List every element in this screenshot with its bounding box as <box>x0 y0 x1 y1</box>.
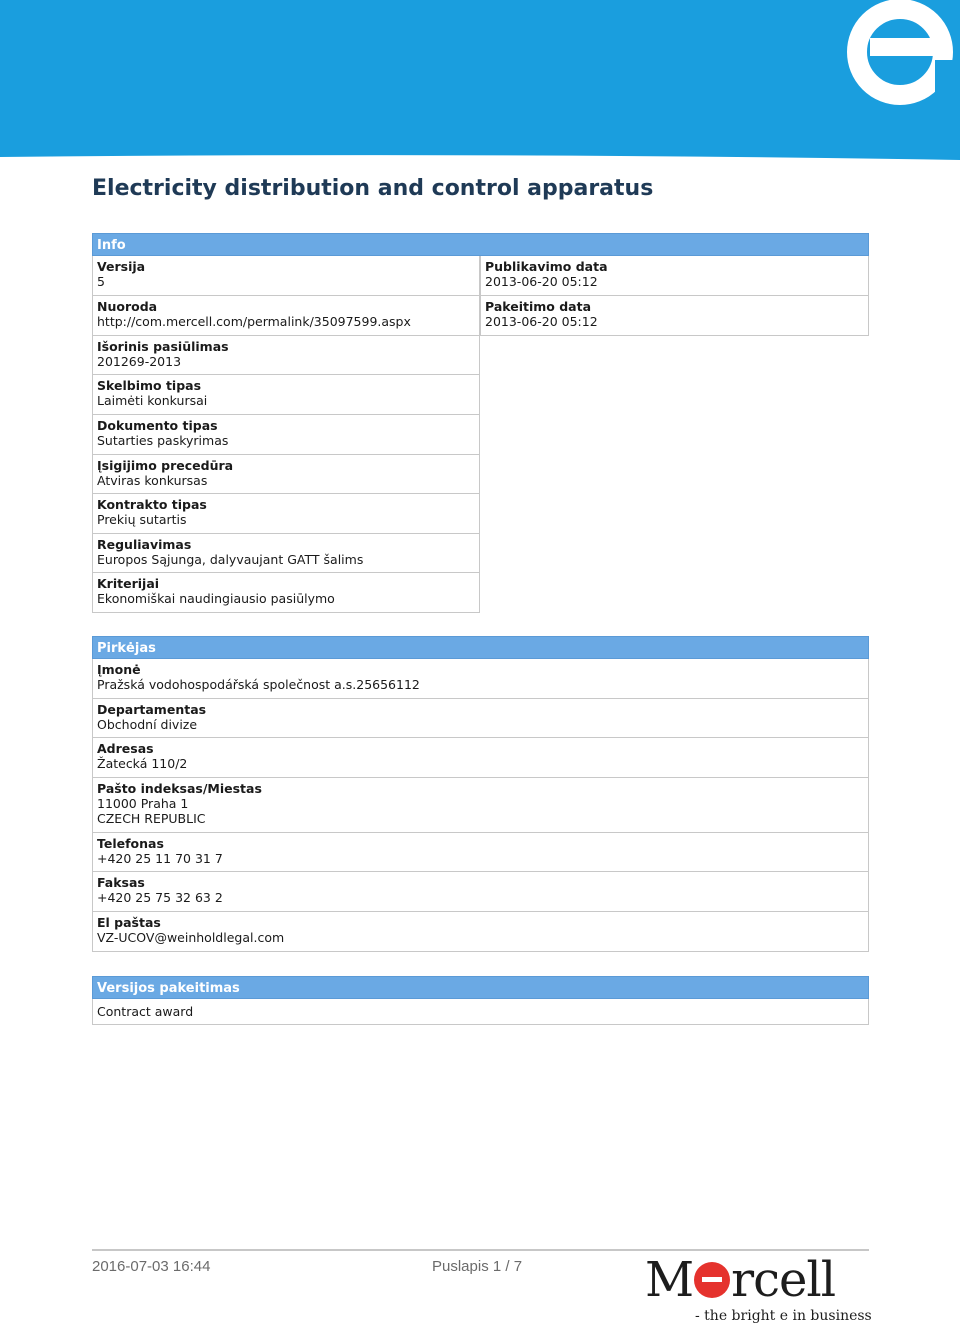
version-change-heading: Versijos pakeitimas <box>92 976 869 999</box>
buyer-field <box>92 659 869 699</box>
field-label: Nuoroda <box>97 299 158 314</box>
field-label: Versija <box>97 259 146 274</box>
buyer-section <box>92 636 869 952</box>
info-field <box>92 494 480 534</box>
logo-text-right: rcell <box>731 1252 836 1308</box>
buyer-field <box>92 872 869 912</box>
info-field <box>92 573 480 613</box>
field-label: Kriterijai <box>97 576 160 591</box>
field-value: Contract award <box>97 1004 194 1019</box>
field-label: Įsigijimo precedūra <box>97 458 234 473</box>
field-label: El paštas <box>97 915 161 930</box>
buyer-field <box>92 912 869 952</box>
field-value: Žatecká 110/2 <box>97 756 188 771</box>
field-value-country: CZECH REPUBLIC <box>97 811 206 826</box>
info-field <box>92 296 480 336</box>
field-value: Ekonomiškai naudingiausio pasiūlymo <box>97 591 335 606</box>
field-value: +420 25 11 70 31 7 <box>97 851 223 866</box>
field-value: Atviras konkursas <box>97 473 208 488</box>
field-label: Faksas <box>97 875 145 890</box>
info-field <box>92 336 480 375</box>
header-banner <box>0 0 960 165</box>
field-label: Departamentas <box>97 702 207 717</box>
field-label: Publikavimo data <box>485 259 608 274</box>
field-value: Pražská vodohospodářská společnost a.s.25656112 <box>97 677 420 692</box>
info-section <box>92 233 869 614</box>
version-change-section <box>92 976 869 1025</box>
field-label: Kontrakto tipas <box>97 497 207 512</box>
version-change-field <box>92 999 869 1025</box>
info-field <box>480 296 869 336</box>
info-field <box>92 415 480 455</box>
field-value: +420 25 75 32 63 2 <box>97 890 223 905</box>
field-value: Obchodní divize <box>97 717 198 732</box>
field-value: 5 <box>97 274 105 289</box>
info-field <box>92 534 480 573</box>
buyer-field <box>92 738 869 778</box>
info-field <box>92 455 480 494</box>
footer-divider <box>92 1249 869 1251</box>
email-link[interactable]: VZ-UCOV@weinholdlegal.com <box>97 930 285 945</box>
field-label: Telefonas <box>97 836 164 851</box>
page-title: Electricity distribution and control apparatus <box>92 176 654 201</box>
info-heading: Info <box>92 233 869 256</box>
permalink-link[interactable]: http://com.mercell.com/permalink/35097599.aspx <box>97 314 411 329</box>
info-left-column <box>92 256 480 613</box>
field-value: Laimėti konkursai <box>97 393 208 408</box>
field-value: Prekių sutartis <box>97 512 187 527</box>
field-value: 2013-06-20 05:12 <box>485 314 598 329</box>
footer-page-number: Puslapis 1 / 7 <box>432 1258 523 1275</box>
field-label: Pakeitimo data <box>485 299 592 314</box>
info-field <box>92 375 480 415</box>
field-label: Dokumento tipas <box>97 418 218 433</box>
field-label: Išorinis pasiūlimas <box>97 339 229 354</box>
field-label: Reguliavimas <box>97 537 192 552</box>
field-value: 201269-2013 <box>97 354 182 369</box>
info-field <box>480 256 869 296</box>
field-label: Adresas <box>97 741 154 756</box>
mercell-logo <box>645 1254 870 1326</box>
buyer-field <box>92 699 869 738</box>
info-field <box>92 256 480 296</box>
field-label: Skelbimo tipas <box>97 378 202 393</box>
buyer-heading: Pirkėjas <box>92 636 869 659</box>
buyer-field <box>92 833 869 872</box>
logo-wordmark <box>645 1254 835 1306</box>
field-label: Pašto indeksas/Miestas <box>97 781 262 796</box>
field-label: Įmonė <box>97 662 141 677</box>
logo-text-left: M <box>645 1252 694 1308</box>
logo-tagline: - the bright e in business <box>695 1308 872 1324</box>
field-value: Sutarties paskyrimas <box>97 433 229 448</box>
footer-date: 2016-07-03 16:44 <box>92 1258 211 1275</box>
field-value: Europos Sąjunga, dalyvaujant GATT šalims <box>97 552 364 567</box>
info-right-column <box>480 256 869 336</box>
logo-e-icon <box>694 1262 730 1298</box>
field-value: 11000 Praha 1 <box>97 796 189 811</box>
buyer-field <box>92 778 869 833</box>
field-value: 2013-06-20 05:12 <box>485 274 598 289</box>
